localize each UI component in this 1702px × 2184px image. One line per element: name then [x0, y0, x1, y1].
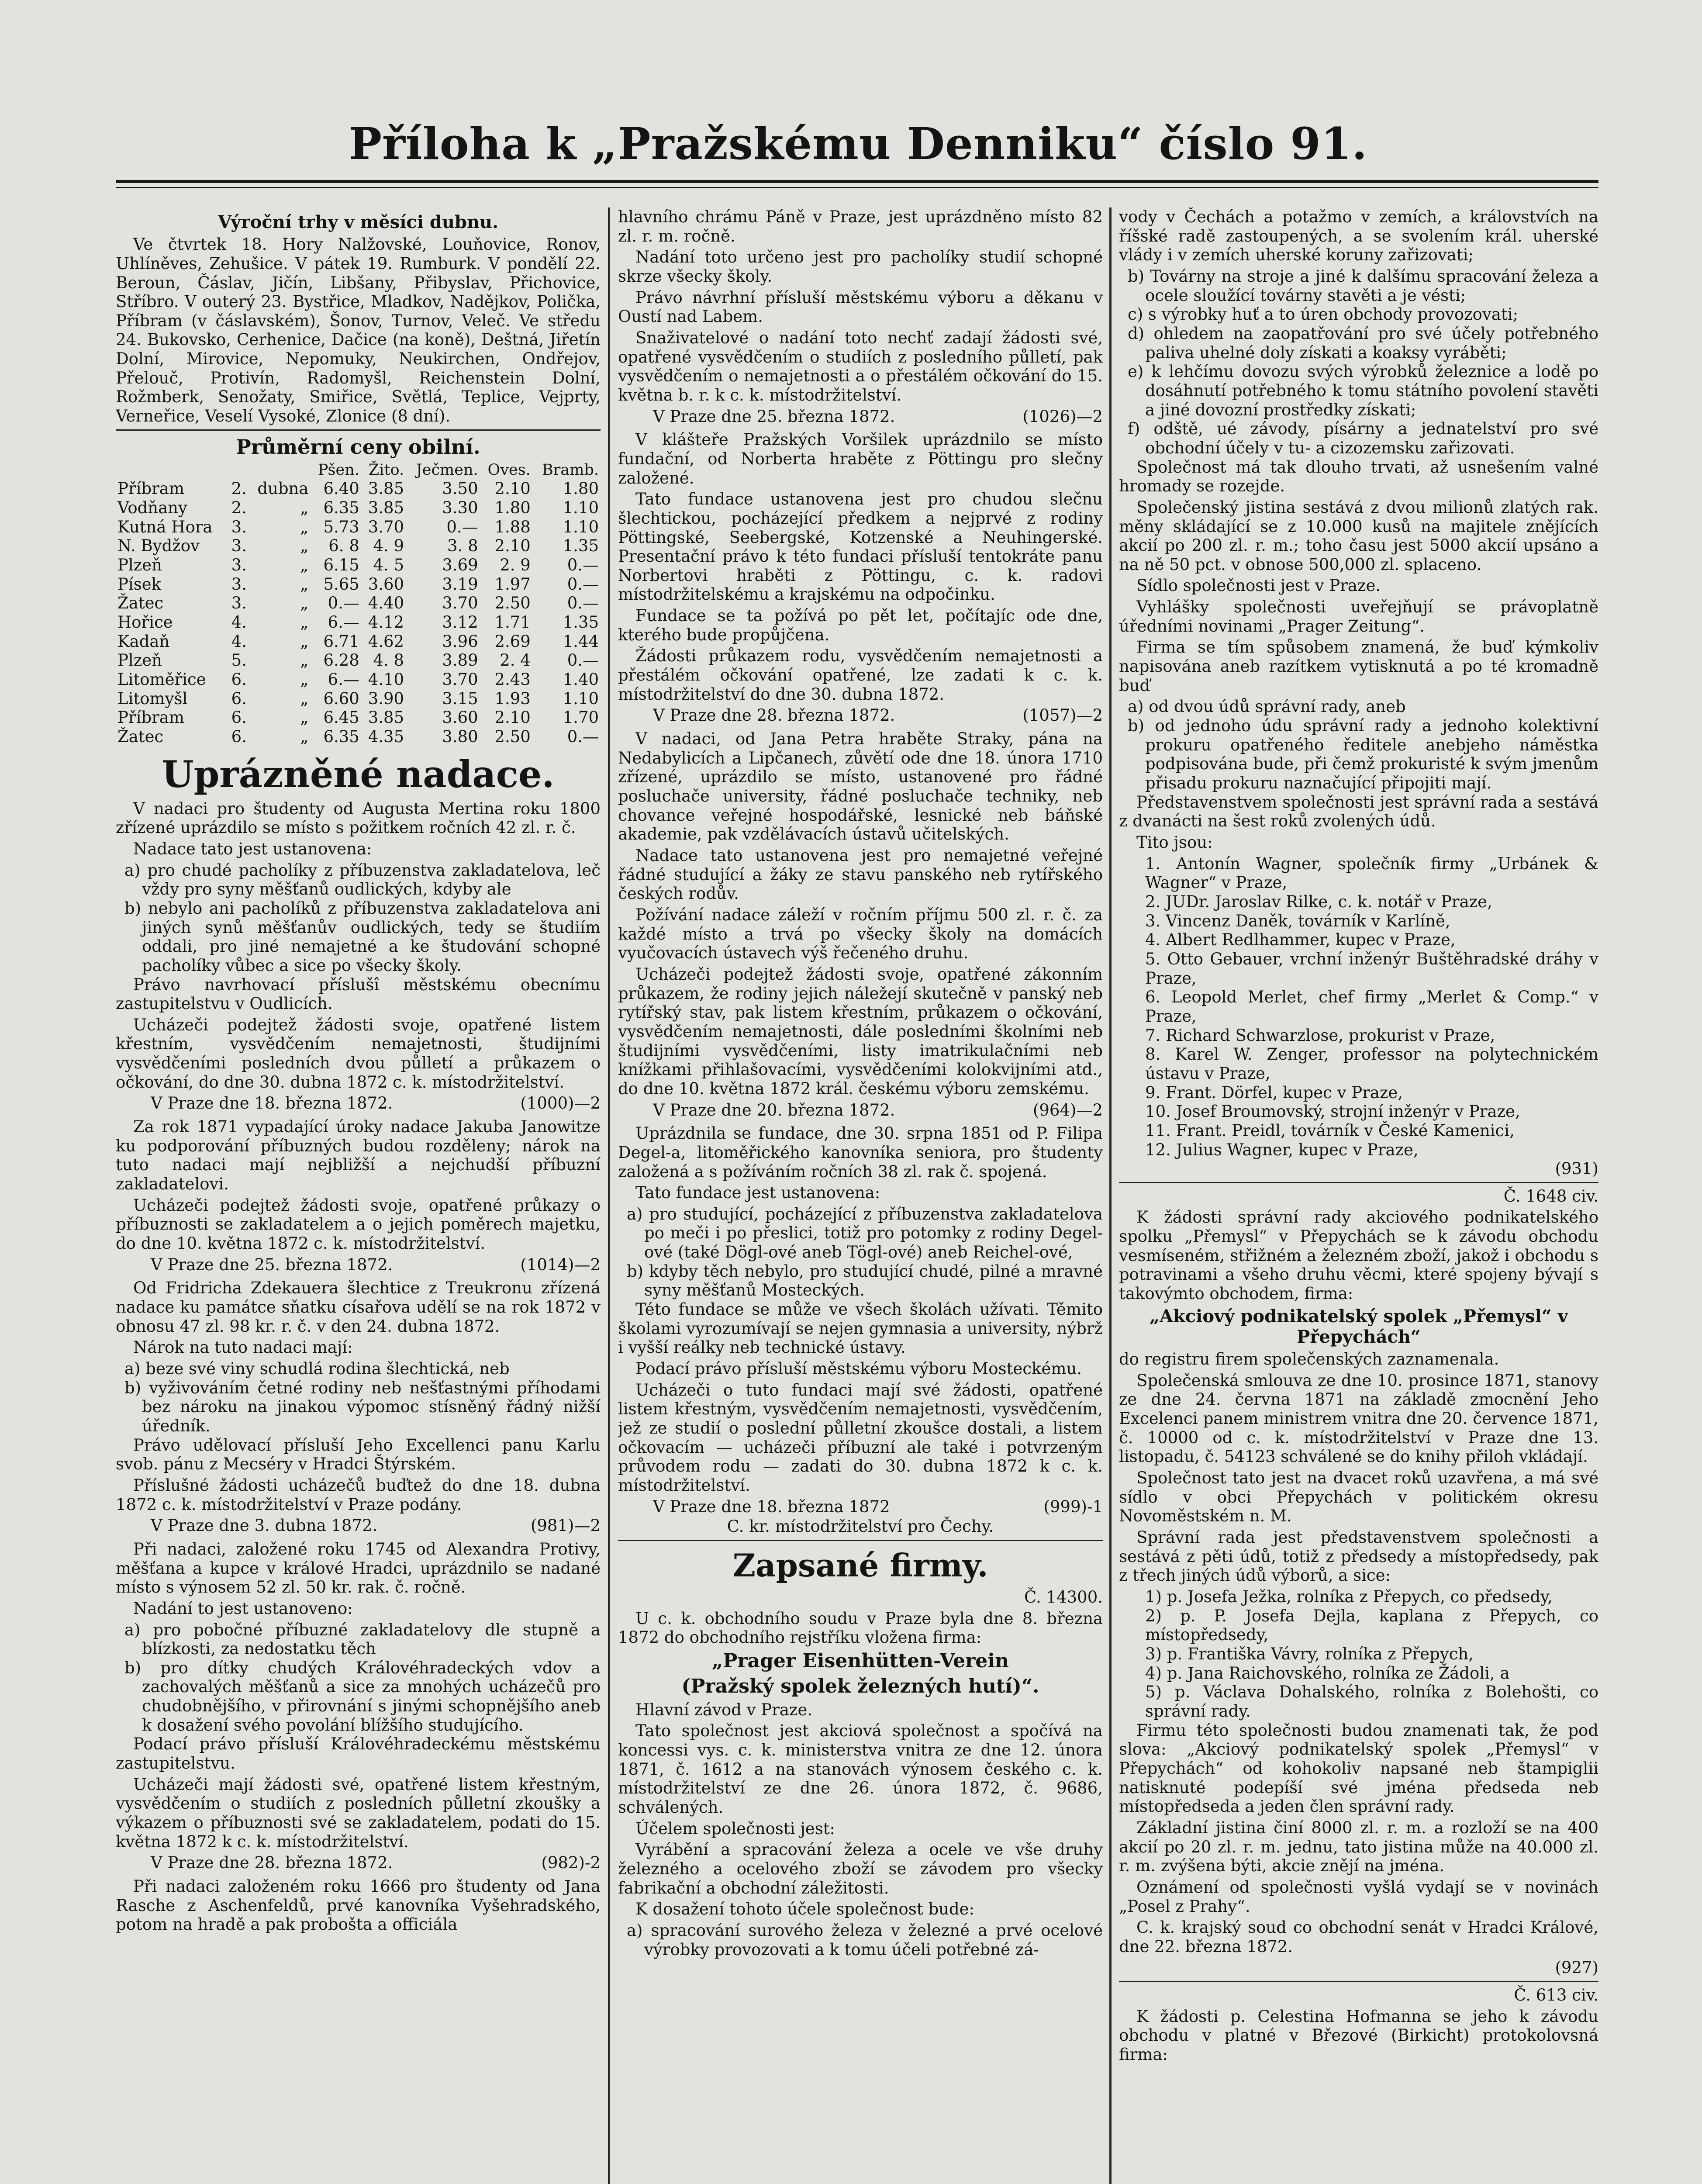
- table-cell: 3.: [231, 594, 247, 613]
- fairs-heading: Výroční trhy v měsíci dubnu.: [217, 212, 498, 232]
- table-cell: 3.50: [442, 479, 478, 498]
- table-row: [116, 632, 601, 651]
- notice-paragraph: Ucházeči o tuto fundaci mají své žádosti, opatřené listem křestným, vysvědčením nemajetnosti, vysvědčením, jež ze studií o poslední půlletní zkoušce dostali, a listem očkovacím — ucházeči příbuzní ale také i potvrzeným průvodem rodu — zadati do 30. dubna 1872 k c. k. místodržitelství.: [618, 1380, 1103, 1495]
- table-cell: „: [300, 689, 309, 708]
- table-cell: „: [300, 708, 309, 727]
- table-cell: 6.71: [323, 632, 359, 651]
- registry-number: Č. 1648 civ.: [1503, 1186, 1598, 1206]
- notice-signature: [116, 1094, 601, 1113]
- table-cell: Vodňany: [117, 498, 187, 517]
- notice-paragraph: Uprázdnila se fundace, dne 30. srpna 1851 od P. Filipa Degel-a, litoměřického kanovníka seniora, pro študenty založená a s požíváním ročních 38 zl. rak č. spojená.: [618, 1124, 1103, 1181]
- table-cell: 2.50: [494, 594, 531, 613]
- list-item: 5. Otto Gebauer, vrchní inženýr Buštěhradské dráhy v Praze,: [1145, 949, 1598, 988]
- notice-date: V Praze dne 25. března 1872.: [653, 407, 895, 426]
- table-cell: 1.10: [563, 689, 599, 708]
- table-cell: 3.: [231, 517, 247, 536]
- notice-paragraph: Ucházeči mají žádosti své, opatřené listem křestným, vysvědčením o studiích z posledních půlletní zkoušky a výkazem o příbuznosti své se zakladatelem, podati do 15. května 1872 k c. k. místodržitelství.: [116, 1775, 601, 1851]
- notice-paragraph: Účelem společnosti jest:: [635, 1819, 835, 1838]
- notice-paragraph: Základní jistina činí 8000 zl. r. m. a rozloží se na 400 akcií po 20 zl. r. m. jednu, tato jistina může na 40.000 zl. r. m. zvýšena býti, akcie znějí na jména.: [1119, 1818, 1598, 1876]
- firm-name: „Prager Eisenhütten-Verein: [711, 1649, 1009, 1672]
- table-cell: Plzeň: [117, 555, 162, 574]
- table-cell: 2.10: [494, 708, 531, 727]
- notice-ref: (981)—2: [530, 1516, 601, 1535]
- masthead-rule-thick: [116, 180, 1598, 183]
- separator: [1119, 1981, 1598, 1982]
- notice-ref: (927): [1555, 1958, 1598, 1977]
- table-cell: 6.35: [323, 498, 359, 517]
- table-cell: 3.30: [442, 498, 478, 517]
- notice-paragraph: Správní rada jest představenstvem společnosti a sestává z pěti údů, totiž z předsedy a místopředsedy, pak z třech jiných údů výborů, a sice:: [1119, 1528, 1598, 1585]
- table-cell: 0.—: [567, 555, 599, 574]
- notice-paragraph: C. k. krajský soud co obchodní senát v Hradci Králové, dne 22. března 1872.: [1119, 1918, 1598, 1956]
- notice-paragraph: Právo návrhní přísluší městskému výboru a děkanu v Oustí nad Labem.: [618, 288, 1103, 326]
- firm-name: „Akciový podnikatelský spolek „Přemysl“ v Přepychách“: [1150, 1306, 1568, 1347]
- table-cell: 6.—: [328, 612, 359, 632]
- table-cell: 3.89: [442, 651, 478, 670]
- notice-paragraph: V nadaci, od Jana Petra hraběte Straky, pána na Nedabylicích a Lipčanech, zůvětí ode dne 18. února 1710 zřízené, uprázdilo se místo, ustanovené pro řádné posluchače university, řádné posluchače techniky, neb chovance veřejné hospodářské, lesnické neb báňské akademie, pak vzdělávacích ústavů učitelských.: [618, 729, 1103, 844]
- notice-paragraph: Oznámení od společnosti vyšlá vydají se v novinách „Posel z Prahy“.: [1119, 1877, 1598, 1916]
- table-cell: 6.45: [323, 708, 359, 727]
- notice-ref: (982)-2: [541, 1853, 601, 1873]
- table-header-cell: [227, 461, 249, 479]
- table-header-cell: Ječmen.: [416, 461, 478, 479]
- notice-paragraph: Nárok na tuto nadaci mají:: [133, 1338, 353, 1357]
- table-header-cell: [116, 461, 227, 479]
- notice-paragraph: Příslušné žádosti ucházečů buďtež do dne 18. dubna 1872 c. k. místodržitelství v Praze podány.: [116, 1476, 601, 1514]
- notice-paragraph: Firmu této společnosti budou znamenati tak, že pod slova: „Akciový podnikatelský spolek „Přemysl“ v Přepychách“ od kohokoliv napsané neb štampiglii natisknuté podepíší své jména předseda neb místopředseda a jeden člen správní rady.: [1119, 1721, 1598, 1816]
- table-cell: 1.93: [494, 689, 531, 708]
- table-cell: 6.: [231, 727, 247, 746]
- notice-signature: [116, 1255, 601, 1275]
- list-item: 7. Richard Schwarzlose, prokurist v Praze,: [1145, 1026, 1495, 1045]
- table-cell: 3.70: [442, 670, 478, 689]
- table-cell: 3.69: [442, 555, 478, 574]
- list-item: 2) p. P. Josefa Dejla, kaplana z Přepych, co místopředsedy,: [1145, 1606, 1598, 1645]
- table-header-cell: Bramb.: [542, 461, 599, 479]
- column-1: [116, 207, 601, 2184]
- table-cell: Příbram: [117, 479, 184, 498]
- notice-paragraph: Ucházeči podejtež žádosti svoje, opatřené listem křestním, vysvědčením nemajetnosti, študijními vysvědčeními posledních dvou půlletí a průkazem o očkování, do dne 30. dubna 1872 c. k. místodržitelství.: [116, 1015, 601, 1092]
- notice-date: V Praze dne 25. března 1872.: [151, 1255, 393, 1274]
- table-body: [116, 479, 601, 746]
- grain-price-table: [116, 461, 601, 746]
- notice-paragraph: Ucházeči podejtež žádosti svoje, opatřené průkazy o příbuznosti se zakladatelem a o jejich poměrech majetku, do dne 10. května 1872 c. k. místodržitelství.: [116, 1196, 601, 1253]
- list-item: 3. Vincenz Daněk, továrník v Karlíně,: [1145, 911, 1450, 930]
- table-cell: 0.—: [567, 651, 599, 670]
- notice-list-item: e) k lehčímu dovozu svých výrobků železnice a lodě po dosáhnutí potřebného k tomu státního povolení stavěti a jiné dovozní prostředky získati;: [1128, 362, 1598, 419]
- notice-list-item: b) nebylo ani pacholíků z příbuzenstva zakladatelova ani jiných synů měšťanův oudlických, tedy se študiím oddali, pro jiné nemajetné a ke študování schopné pacholíky vůbec a sice po všecky školy.: [124, 898, 601, 975]
- list-item: 8. Karel W. Zenger, professor na polytechnickém ústavu v Praze,: [1145, 1045, 1598, 1083]
- notice-list-item: a) pro pobočné příbuzné zakladatelovy dle stupně a blízkosti, za nedostatku těch: [124, 1620, 601, 1659]
- notice-paragraph: do registru firem společenských zaznamenala.: [1119, 1350, 1499, 1369]
- notice-signature: [116, 1853, 601, 1873]
- list-item: 3) p. Františka Vávry, rolníka z Přepych,: [1145, 1644, 1474, 1663]
- list-item: 11. Frant. Preidl, továrník v České Kamenici,: [1145, 1121, 1515, 1140]
- notice-paragraph: K žádosti p. Celestina Hofmanna se jeho k závodu obchodu v platné v Březové (Birkicht) protokolovsná firma:: [1119, 2007, 1598, 2064]
- notice-paragraph: U c. k. obchodního soudu v Praze byla dne 8. března 1872 do obchodního rejstříku vložena firma:: [618, 1609, 1103, 1647]
- table-cell: 2.50: [494, 727, 531, 746]
- list-item: 4. Albert Redlhammer, kupec v Praze,: [1145, 930, 1456, 950]
- notice-paragraph: K žádosti správní rady akciového podnikatelského spolku „Přemysl“ v Přepychách se k závodu obchodu vesmíseném, střižném a železném zboží, jakož i obchodu s potravinami a všeho druhu věcmi, které spojeny bývají s takovýmto obchodem, firma:: [1119, 1208, 1598, 1303]
- notice-list-item: b) pro dítky chudých Královéhradeckých vdov a zachovalých měšťanů a sice za mnohých ucházečů pro chudobnějšího, v přirovnání s jinými schopnějšího aneb k dosažení svého povolání blížšího studujícího.: [124, 1658, 601, 1735]
- separator: [116, 429, 601, 431]
- table-cell: „: [300, 536, 309, 556]
- notice-list-item: d) ohledem na zaopatřování pro své účely potřebného paliva uhelné doly získati a koaksy vyráběti;: [1128, 324, 1598, 362]
- table-cell: „: [300, 727, 309, 746]
- notice-paragraph: Žádosti průkazem rodu, vysvědčením nemajetnosti a přestálém očkování opatřené, lze zadati k c. k. místodržitelství do dne 30. dubna 1872.: [618, 646, 1103, 704]
- notice-paragraph: Při nadaci, založené roku 1745 od Alexandra Protivy, měšťana a kupce v králové Hradci, uprázdnilo se nadané místo s výnosem 52 zl. 50 kr. rak. č. ročně.: [116, 1539, 601, 1597]
- notice-paragraph: Tato fundace jest ustanovena:: [635, 1183, 880, 1203]
- table-cell: 3.15: [442, 689, 478, 708]
- firm-name: (Pražský spolek železných hutí)“.: [681, 1675, 1039, 1697]
- table-cell: 1.44: [563, 632, 599, 651]
- table-cell: 2.10: [494, 479, 531, 498]
- table-cell: 3.: [231, 574, 247, 594]
- notice-paragraph: Představenstvem společnosti jest správní rada a sestává z dvanácti na šest roků zvolených údů.: [1119, 792, 1598, 831]
- table-cell: 1.88: [494, 517, 531, 536]
- notice-paragraph: V nadaci pro študenty od Augusta Mertina roku 1800 zřízené uprázdilo se místo s požitkem ročních 42 zl. r. č.: [116, 799, 601, 837]
- list-item: 1. Antonín Wagner, společník firmy „Urbánek & Wagner“ v Praze,: [1145, 854, 1598, 892]
- table-cell: 5.65: [323, 574, 359, 594]
- notice-paragraph: Podací právo přísluší městskému výboru Mosteckému.: [635, 1359, 1082, 1379]
- table-cell: Písek: [117, 574, 162, 594]
- table-cell: 5.73: [323, 517, 359, 536]
- table-cell: 1.70: [563, 708, 599, 727]
- table-cell: Litomyšl: [117, 689, 188, 708]
- table-header-cell: Pšen.: [318, 461, 359, 479]
- registry-number: Č. 613 civ.: [1514, 1986, 1598, 2005]
- table-header-cell: Oves.: [487, 461, 531, 479]
- table-cell: 3.60: [368, 574, 404, 594]
- notice-paragraph: Právo navrhovací příslušî městskému obecnímu zastupitelstvu v Oudlicích.: [116, 975, 601, 1013]
- table-cell: „: [300, 632, 309, 651]
- notice-list-item: a) pro studující, pocházející z příbuzenstva zakladatelova po meči i po přeslici, totiž pro potomky z rodiny Degel-ové (také Dögl-ové aneb Tögl-ové) aneb Reichel-ové,: [627, 1204, 1103, 1262]
- table-cell: „: [300, 498, 309, 517]
- separator: [618, 1540, 1103, 1541]
- table-cell: 3.85: [368, 708, 404, 727]
- list-item: 2. JUDr. Jaroslav Rilke, c. k. notář v Praze,: [1145, 892, 1492, 911]
- notice-date: V Praze dne 3. dubna 1872.: [151, 1516, 378, 1535]
- table-cell: 6.: [231, 708, 247, 727]
- notice-date: V Praze dne 28. března 1872.: [151, 1853, 393, 1873]
- table-cell: Žatec: [117, 727, 164, 746]
- table-cell: 1.97: [494, 574, 531, 594]
- notice-paragraph: Za rok 1871 vypadající úroky nadace Jakuba Janowitze ku podporování příbuzných budou rozděleny; nárok na tuto nadaci mají nejbližší a nejchudší příbuzní zakladatelovi.: [116, 1117, 601, 1194]
- table-header-cell: Žito.: [368, 461, 404, 479]
- notice-ref: (931): [1555, 1159, 1598, 1178]
- notice-paragraph: Společnost má tak dlouho trvati, až usnešením valné hromady se rozejde.: [1119, 457, 1598, 496]
- table-cell: 3.85: [368, 479, 404, 498]
- notice-paragraph: Sídlo společnosti jest v Praze.: [1136, 576, 1381, 595]
- table-cell: 3.70: [368, 517, 404, 536]
- notice-list-item: a) pro chudé pacholíky z příbuzenstva zakladatelova, leč vždy pro syny měšťanů oudlických, kdyby ale: [124, 860, 601, 899]
- list-item: 6. Leopold Merlet, chef firmy „Merlet & Comp.“ v Praze,: [1145, 988, 1598, 1026]
- notice-list-item: c) s výrobky huť a to úren obchody provozovati;: [1128, 305, 1519, 324]
- notice-paragraph: vody v Čechách a potažmo v zemích, a královstvích na říšské radě zastoupených, a se svolením král. uherské vlády i v zemích uherské koruny zařizovati;: [1119, 207, 1598, 265]
- notice-paragraph: Tato společnost jest akciová společnost a spočívá na koncessi vys. c. k. ministerstva vnitra ze dne 12. února 1871, č. 1612 a na stanovách výnosem českého c. k. místodržitelství ze dne 26. února 1872, č. 9686, schválených.: [618, 1721, 1103, 1817]
- notice-paragraph: Fundace se ta požívá po pět let, počítajíc ode dne, kterého bude propůjčena.: [618, 606, 1103, 644]
- table-cell: 6.—: [328, 670, 359, 689]
- notice-paragraph: Vyrábění a spracování železa a ocele ve vše druhy železného a ocelového zboží se závodem pro všecky fabrikační a obchodní záležitosti.: [618, 1840, 1103, 1897]
- table-cell: 6.35: [323, 727, 359, 746]
- table-cell: 2. 4: [500, 651, 531, 670]
- notice-ref: (1000)—2: [520, 1094, 601, 1113]
- table-header-row: [116, 461, 601, 479]
- table-row: [116, 613, 601, 632]
- table-cell: 3.85: [368, 498, 404, 517]
- table-cell: 2.69: [494, 632, 531, 651]
- notice-ref: (1026)—2: [1022, 407, 1103, 426]
- table-cell: 1.35: [563, 536, 599, 556]
- table-cell: 1.80: [494, 498, 531, 517]
- prices-heading: Průměrní ceny obilní.: [236, 435, 480, 459]
- table-cell: 6.60: [323, 689, 359, 708]
- notice-paragraph: Nadace tato ustanovena jest pro nemajetné veřejné řádné studující a žáky ze stavu panského neb rytířského českých rodův.: [618, 846, 1103, 903]
- notice-date: V Praze dne 18. března 1872: [653, 1497, 890, 1516]
- table-cell: 1.80: [563, 479, 599, 498]
- table-cell: 2.: [231, 479, 247, 498]
- notice-paragraph: Nadání toto určeno jest pro pacholíky studií schopné skrze všecky školy.: [618, 248, 1103, 286]
- table-cell: 1.10: [563, 498, 599, 517]
- table-row: [116, 575, 601, 594]
- table-cell: 4.: [231, 612, 247, 632]
- table-row: [116, 479, 601, 498]
- notice-date: V Praze dne 18. března 1872.: [151, 1094, 393, 1113]
- notice-paragraph: Tito jsou:: [1136, 833, 1213, 852]
- table-cell: 6.: [231, 670, 247, 689]
- notice-signature: [618, 1497, 1103, 1517]
- vacant-foundations-heading: Uprázněné nadace.: [162, 752, 555, 796]
- table-cell: 0.—: [328, 594, 359, 613]
- table-cell: 0.—: [567, 574, 599, 594]
- notice-paragraph: K dosažení tohoto účele společnost bude:: [635, 1900, 975, 1919]
- table-cell: 3.90: [368, 689, 404, 708]
- notice-list-item: b) kdyby těch nebylo, pro studující chudé, pilné a mravné syny měšťanů Mosteckých.: [627, 1261, 1103, 1300]
- table-cell: 2.10: [494, 536, 531, 556]
- notice-paragraph: Společenská smlouva ze dne 10. prosince 1871, stanovy ze dne 24. června 1871 na základě zmocnění Jeho Excelenci panem ministrem vnitra dne 20. července 1871, č. 10000 od c. k. místodržitelství v Praze dne 13. listopadu, č. 54123 schválené se do knihy přiloh vkládají.: [1119, 1371, 1598, 1466]
- table-row: [116, 651, 601, 670]
- list-item: 4) p. Jana Raichovského, rolníka ze Žádoli, a: [1145, 1663, 1510, 1683]
- table-cell: 0.—: [567, 594, 599, 613]
- table-cell: 1.71: [494, 612, 531, 632]
- notice-date: V Praze dne 28. března 1872.: [653, 706, 895, 725]
- notice-paragraph: Požívání nadace záleží v ročním příjmu 500 zl. r. č. za každé místo a trvá po všecky školy na domácích vyučovacích ústavech výš řečeného druhu.: [618, 905, 1103, 963]
- table-row: [116, 727, 601, 746]
- notice-date: V Praze dne 20. března 1872.: [653, 1100, 895, 1120]
- table-cell: „: [300, 612, 309, 632]
- table-cell: 0.—: [567, 727, 599, 746]
- notice-ref: (999)-1: [1043, 1497, 1103, 1516]
- notice-paragraph: Od Fridricha Zdekauera šlechtice z Treukronu zřízená nadace ku památce sňatku císařova udělí se na rok 1872 v obnosu 47 zl. 98 kr. r. č. v den 24. dubna 1872.: [116, 1279, 601, 1336]
- notice-list-item: b) od jednoho údu správní rady a jednoho kolektivní prokuru opatřeného ředitele anebjeho náměstka podpisována bude, při čemž prokuristé k svým jmenům přisadu prokuru naznačující připojiti mají.: [1128, 716, 1598, 793]
- notice-signature: [618, 407, 1103, 426]
- list-item: 5) p. Václava Dohalského, rolníka z Bolehošti, co správní rady.: [1145, 1683, 1598, 1721]
- table-cell: „: [300, 670, 309, 689]
- notice-ref: (1057)—2: [1022, 706, 1103, 725]
- table-cell: Kutná Hora: [117, 517, 213, 536]
- notice-paragraph: Právo udělovací přísluší Jeho Excellenci panu Karlu svob. pánu z Mecséry v Hradci Štýrském.: [116, 1435, 601, 1474]
- separator: [1119, 1182, 1598, 1183]
- fairs-text: Ve čtvrtek 18. Hory Nalžovské, Louňovice, Ronov, Uhlíněves, Zehušice. V pátek 19. Rumburk. V pondělí 22. Beroun, Čáslav, Jičín, Libšany, Přibyslav, Přichovice, Stříbro. V outerý 23. Bystřice, Mladkov, Nadějkov, Polička, Příbram (v čáslavském), Šonov, Turnov, Veleč. Ve středu 24. Bukovsko, Cerhenice, Dačice (na koně), Deštná, Jiřetín Dolní, Mirovice, Nepomuky, Neukirchen, Ondřejov, Přelouč, Protivín, Radomyšl, Reichenstein Dolní, Rožmberk, Senožaty, Smiřice, Světlá, Teplice, Vejprty, Verneřice, Veselí Vysoké, Zlonice (8 dní).: [116, 235, 601, 426]
- column-divider: [608, 207, 610, 2184]
- notice-paragraph: Nadace tato jest ustanovena:: [133, 839, 372, 858]
- table-cell: 6.40: [323, 479, 359, 498]
- table-cell: „: [300, 574, 309, 594]
- notice-list-item: f) odště, ué závody, písárny a jednatelství pro své obchodní účely v tu- a cizozemsku zařizovati.: [1128, 419, 1598, 457]
- registered-firms-heading: Zapsané firmy.: [732, 1546, 988, 1584]
- notice-paragraph: Této fundace se může ve všech školách užívati. Těmito školami vyrozumívají se nejen gymnasia a university, nýbrž i vyšší reálky neb technické ústavy.: [618, 1300, 1103, 1357]
- notice-paragraph: Vyhlášky společnosti uveřejňují se právoplatně úředními novinami „Prager Zeitung“.: [1119, 598, 1598, 636]
- table-cell: 2.: [231, 498, 247, 517]
- notice-list-item: a) beze své viny schudlá rodina šlechtická, neb: [124, 1359, 510, 1378]
- table-cell: 4.40: [368, 594, 404, 613]
- table-cell: dubna: [257, 479, 309, 498]
- table-row: [116, 556, 601, 575]
- table-cell: Příbram: [117, 708, 184, 727]
- table-cell: 4.62: [368, 632, 404, 651]
- table-row: [116, 689, 601, 708]
- list-item: 12. Julius Wagner, kupec v Praze,: [1145, 1140, 1419, 1159]
- table-row: [116, 670, 601, 689]
- table-cell: 1.35: [563, 612, 599, 632]
- table-cell: „: [300, 555, 309, 574]
- table-cell: Kadaň: [117, 632, 170, 651]
- column-3: [1119, 207, 1598, 2184]
- list-item: 1) p. Josefa Ježka, rolníka z Přepych, co předsedy,: [1145, 1587, 1553, 1606]
- notice-paragraph: Podací právo přísluší Královéhradeckému městskému zastupitelstvu.: [116, 1735, 601, 1773]
- page-masthead: Příloha k „Pražskému Denniku“ číslo 91.: [349, 118, 1368, 169]
- table-cell: 6. 8: [328, 536, 359, 556]
- notice-list-item: b) vyživováním četné rodiny neb nešťastnými příhodami bez nároku na jinakou výpomoc stísněný řádný nižší úředník.: [124, 1378, 601, 1435]
- table-row: [116, 708, 601, 727]
- table-row: [116, 536, 601, 556]
- table-cell: 3.60: [442, 708, 478, 727]
- table-cell: 6.15: [323, 555, 359, 574]
- notice-paragraph: hlavního chrámu Páně v Praze, jest uprázdněno místo 82 zl. r. m. ročně.: [618, 207, 1103, 245]
- table-cell: 6.: [231, 689, 247, 708]
- table-cell: 1.10: [563, 517, 599, 536]
- table-cell: Žatec: [117, 594, 164, 613]
- table-cell: 4. 5: [373, 555, 404, 574]
- notice-paragraph: Při nadaci založeném roku 1666 pro študenty od Jana Rasche z Aschenfeldů, prvé kanovníka Vyšehradského, potom na hradě a pak probošta a officiála: [116, 1877, 601, 1934]
- table-cell: 4.12: [368, 612, 404, 632]
- table-cell: 6.28: [323, 651, 359, 670]
- table-cell: 3. 8: [447, 536, 478, 556]
- table-header-cell: [249, 461, 310, 479]
- table-cell: N. Bydžov: [117, 536, 200, 556]
- table-cell: 3.: [231, 536, 247, 556]
- notice-paragraph: Nadání to jest ustanoveno:: [133, 1599, 353, 1618]
- notice-signature: [116, 1516, 601, 1535]
- table-cell: 3.19: [442, 574, 478, 594]
- notice-paragraph: Firma se tím spůsobem znamená, že buď kýmkoliv napisována aneb razítkem vytisknutá a po té kromadně buď: [1119, 638, 1598, 695]
- table-cell: 4.35: [368, 727, 404, 746]
- masthead-rule-thin: [116, 187, 1598, 188]
- table-cell: 3.80: [442, 727, 478, 746]
- column-divider: [1109, 207, 1112, 2184]
- table-cell: Hořice: [117, 612, 173, 632]
- table-cell: 3.: [231, 555, 247, 574]
- column-2: [618, 207, 1103, 2184]
- table-row: [116, 498, 601, 518]
- table-cell: „: [300, 651, 309, 670]
- registry-number: Č. 14300.: [1024, 1587, 1103, 1607]
- table-row: [116, 594, 601, 613]
- table-cell: 4.10: [368, 670, 404, 689]
- table-cell: 2.43: [494, 670, 531, 689]
- table-cell: 4. 8: [373, 651, 404, 670]
- table-cell: „: [300, 594, 309, 613]
- notice-paragraph: Společnost tato jest na dvacet roků uzavřena, a má své sídlo v obci Přepychách v politickém okresu Novoměstském n. M.: [1119, 1469, 1598, 1526]
- administration-members-list: [1119, 1587, 1598, 1721]
- table-cell: „: [300, 517, 309, 536]
- notice-signature: [618, 1101, 1103, 1120]
- notice-list-item: a) spracování surového železa v železné a prvé ocelové výrobky provozovati a k tomu účeli potřebné zá-: [627, 1921, 1103, 1959]
- notice-paragraph: Ucházeči podejtež žádosti svoje, opatřené zákonním průkazem, že rodiny jejich náležejí skutečně v panský neb rytířský stav, pak listem křestním, průkazem o očkování, vysvědčením nemajetnosti, dále posledními školními neb študijními vysvědčeními, listy imatrikulačními neb knížkami přihlašovacími, vysvědčeními kolokvijními atd., do dne 10. května 1872 král. českému výboru zemskému.: [618, 964, 1103, 1098]
- notice-paragraph: Společenský jistina sestává z dvou milionů zlatých rak. měny skládající se z 10.000 kusů na majitele znějících akcií po 200 zl. r. m.; toho času jest 5000 akcií upsáno a na ně 50 pct. v obnose 500,000 zl. splaceno.: [1119, 498, 1598, 574]
- board-members-list: [1119, 854, 1598, 1160]
- notice-ref: (964)—2: [1032, 1100, 1103, 1120]
- table-cell: 3.12: [442, 612, 478, 632]
- table-cell: 4.: [231, 632, 247, 651]
- table-cell: Litoměřice: [117, 670, 206, 689]
- notice-paragraph: Tato fundace ustanovena jest pro chudou slečnu šlechtickou, pocházející předkem a nejprvé z rodiny Pöttingské, Seebergské, Kotzenské a Neuhingerské. Presentační právo k této fundaci přísluší tentokráte panu Norbertovi hraběti z Pöttingu, c. k. radovi místodržitelskému a krajskému na odpočinku.: [618, 490, 1103, 604]
- table-cell: 0.—: [446, 517, 478, 536]
- notice-paragraph: V klášteře Pražských Voršilek uprázdnilo se místo fundační, od Norberta hraběte z Pöttingu pro slečny založené.: [618, 430, 1103, 487]
- notice-signature: [618, 706, 1103, 725]
- list-item: 9. Frant. Dörfel, kupec v Praze,: [1145, 1083, 1403, 1102]
- table-row: [116, 518, 601, 537]
- table-cell: 4. 9: [373, 536, 404, 556]
- notice-list-item: b) Továrny na stroje a jiné k dalšímu spracování železa a ocele sloužící továrny stavěti a je vésti;: [1128, 266, 1598, 305]
- list-item: 10. Josef Broumovský, strojní inženýr v Praze,: [1145, 1102, 1520, 1121]
- notice-office: C. kr. místodržitelství pro Čechy.: [727, 1517, 994, 1536]
- notice-ref: (1014)—2: [520, 1255, 601, 1274]
- table-cell: 3.96: [442, 632, 478, 651]
- table-cell: 2. 9: [500, 555, 531, 574]
- notice-paragraph: Snaživatelové o nadání toto nechť zadají žádosti své, opatřené vysvědčením o studiích z posledního půlletí, pak vysvědčením o nemajetnosti a o přestálém očkování do 15. května b. r. k c. k. místodržitelství.: [618, 328, 1103, 404]
- table-cell: Plzeň: [117, 651, 162, 670]
- notice-paragraph: Hlavní závod v Praze.: [635, 1700, 813, 1719]
- table-cell: 3.70: [442, 594, 478, 613]
- table-cell: 5.: [231, 651, 247, 670]
- table-cell: 1.40: [563, 670, 599, 689]
- notice-list-item: a) od dvou údů správní rady, aneb: [1128, 697, 1406, 716]
